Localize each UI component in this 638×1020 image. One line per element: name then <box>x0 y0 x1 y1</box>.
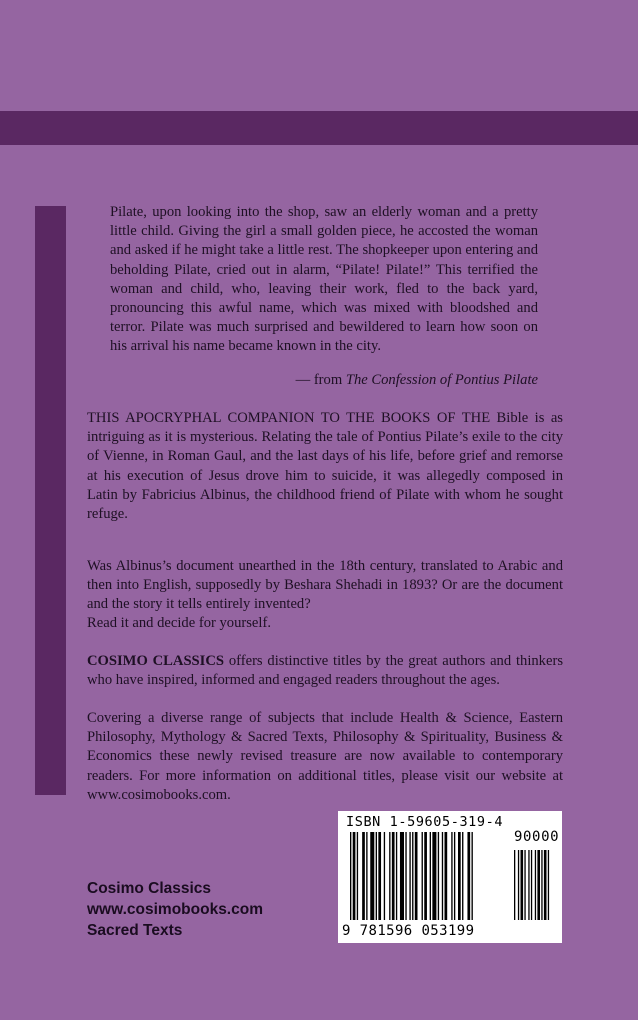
addon-bar <box>531 850 532 920</box>
barcode <box>338 811 562 943</box>
barcode-bar <box>412 832 413 920</box>
addon-bar <box>537 850 540 920</box>
description-paragraph-1: THIS APOCRYPHAL COMPANION TO THE BOOKS OF THE Bible is as intriguing as it is mysterious. Relating the tale of Pontius Pilate’s exile to the city of Vienne, in Roman Gaul, and the last days of his life, before grief and remorse at his execution of Jesus drove him to suicide, it was allegedly composed in Latin by Fabricius Albinus, the childhood friend of Pilate with whom he sought refuge. <box>87 410 563 523</box>
attribution-title: The Confession of Pontius Pilate <box>345 372 538 388</box>
excerpt-attribution <box>110 371 538 390</box>
publisher-block <box>87 878 263 941</box>
barcode-bar <box>376 832 377 920</box>
barcode-bar <box>384 832 385 920</box>
addon-bar <box>541 850 542 920</box>
description-paragraph-3: Read it and decide for yourself. <box>87 615 271 631</box>
barcode-bar <box>445 832 448 920</box>
barcode-bar <box>392 832 395 920</box>
barcode-bar <box>430 832 431 920</box>
barcode-bar <box>432 832 436 920</box>
barcode-bar <box>462 832 463 920</box>
addon-number: 90000 <box>514 829 560 845</box>
subjects-paragraph: Covering a diverse range of subjects that include Health & Science, Eastern Philosophy, Mythology & Sacred Texts, Philosophy & Spirituality, Business & Economics these newly revised treasure are now available to contemporary readers. For more information on additional titles, please visit our website at www.cosimobooks.com. <box>87 710 563 803</box>
barcode-bar <box>366 832 367 920</box>
barcode-bar <box>357 832 358 920</box>
attribution-prefix: — from <box>295 372 346 388</box>
barcode-bar <box>396 832 397 920</box>
side-color-bar <box>35 206 66 795</box>
barcode-bar <box>405 832 406 920</box>
series-paragraph-text: offers distinctive titles by the great authors and thinkers who have inspired, informed and engaged readers throughout the ages. <box>87 653 563 689</box>
publisher-name: Cosimo Classics <box>87 880 212 897</box>
publisher-website: www.cosimobooks.com <box>87 901 263 918</box>
addon-bar <box>548 850 549 920</box>
barcode-bar <box>362 832 365 920</box>
top-color-band <box>0 111 638 145</box>
barcode-bar <box>438 832 439 920</box>
barcode-bar <box>409 832 410 920</box>
barcode-bar <box>389 832 390 920</box>
addon-bar <box>521 850 524 920</box>
addon-bar <box>518 850 519 920</box>
barcode-bar <box>400 832 404 920</box>
barcode-bar <box>353 832 356 920</box>
excerpt-quote: Pilate, upon looking into the shop, saw an elderly woman and a pretty little child. Giving the girl a small golden piece, he accosted the woman and asked if he might take a little rest. The shopkeeper upon entering and beholding Pilate, cried out in alarm, “Pilate! Pilate!” This terrified the woman and child, who, leaving their work, fled to the back yard, pronouncing this awful name, which was mixed with bloodshed and terror. Pilate was much surprised and bewildered to learn how soon on his arrival his name became known in the city. <box>110 204 538 355</box>
addon-bar <box>524 850 525 920</box>
barcode-bar <box>458 832 461 920</box>
barcode-bar <box>472 832 473 920</box>
series-paragraph <box>87 652 563 690</box>
addon-bar <box>528 850 529 920</box>
barcode-bar <box>442 832 443 920</box>
barcode-bars <box>350 832 554 924</box>
addon-bar <box>535 850 536 920</box>
barcode-bar <box>454 832 455 920</box>
isbn-label: ISBN 1-59605-319-4 <box>346 814 504 830</box>
ean-number: 9 781596 053199 <box>342 923 475 939</box>
barcode-bar <box>350 832 351 920</box>
publisher-category: Sacred Texts <box>87 922 183 939</box>
barcode-bar <box>451 832 452 920</box>
description-paragraph-2: Was Albinus’s document unearthed in the 18th century, translated to Arabic and then into English, supposedly by Beshara Shehadi in 1893? Or are the document and the story it tells entirely invented? <box>87 558 563 613</box>
barcode-bar <box>415 832 418 920</box>
barcode-bar <box>424 832 427 920</box>
barcode-bar <box>467 832 470 920</box>
series-brand: COSIMO CLASSICS <box>87 653 225 669</box>
barcode-bar <box>422 832 423 920</box>
addon-bar <box>514 850 515 920</box>
addon-bar <box>544 850 547 920</box>
barcode-bar <box>370 832 374 920</box>
barcode-bar <box>378 832 381 920</box>
